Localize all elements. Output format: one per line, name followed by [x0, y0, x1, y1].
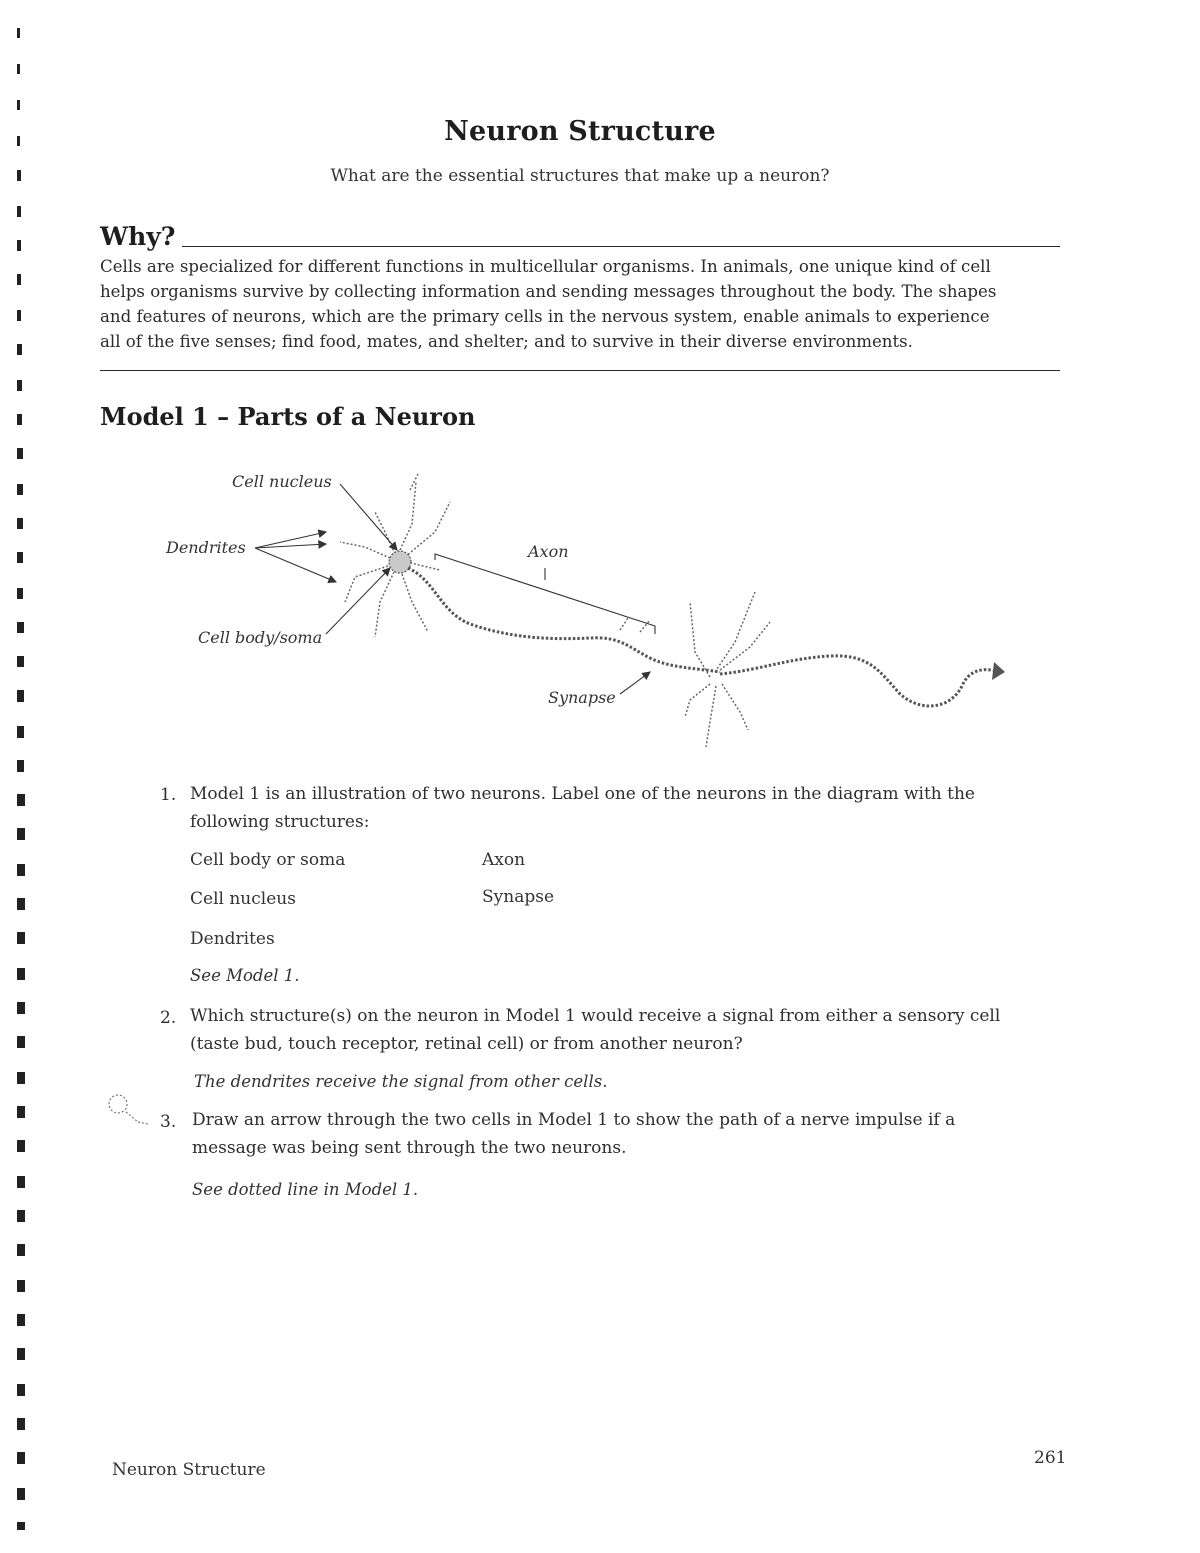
neuron-illustration — [150, 462, 1020, 762]
page-number: 261 — [1034, 1448, 1067, 1468]
question-line: Model 1 is an illustration of two neurons. Label one of the neurons in the diagram with the — [190, 784, 975, 804]
page-title: Neuron Structure — [444, 116, 716, 147]
label-synapse: Synapse — [548, 688, 616, 707]
why-line: Cells are specialized for different functions in multicellular organisms. In animals, one unique kind of cell — [100, 257, 991, 276]
why-line: all of the five senses; find food, mates, and shelter; and to survive in their diverse environments. — [100, 332, 913, 351]
term-cell-body: Cell body or soma — [190, 850, 346, 870]
term-dendrites: Dendrites — [190, 929, 275, 949]
term-axon: Axon — [482, 850, 526, 870]
question-3-text — [192, 1106, 955, 1162]
why-bottom-rule — [100, 370, 1060, 371]
page-subtitle: What are the essential structures that make up a neuron? — [330, 166, 830, 186]
question-line: following structures: — [190, 812, 370, 832]
label-cell-nucleus: Cell nucleus — [232, 472, 332, 491]
term-cell-nucleus: Cell nucleus — [190, 889, 296, 909]
model-heading: Model 1 – Parts of a Neuron — [100, 402, 476, 431]
question-line: message was being sent through the two neurons. — [192, 1138, 627, 1158]
question-1-text — [190, 780, 975, 836]
why-line: helps organisms survive by collecting information and sending messages throughout the body. The shapes — [100, 282, 997, 301]
answer-3: See dotted line in Model 1. — [192, 1180, 419, 1199]
question-3-number: 3. — [160, 1112, 177, 1132]
neuron-diagram — [150, 462, 1020, 762]
answer-2: The dendrites receive the signal from other cells. — [194, 1072, 608, 1091]
footer-title: Neuron Structure — [112, 1460, 266, 1480]
impulse-arrowhead — [992, 662, 1005, 680]
cell-body-soma — [389, 551, 411, 573]
axon-2 — [720, 656, 1000, 706]
term-synapse: Synapse — [482, 887, 555, 907]
label-axon: Axon — [528, 542, 569, 561]
why-heading: Why? — [100, 222, 176, 251]
question-line: Which structure(s) on the neuron in Model 1 would receive a signal from either a sensory cell — [190, 1006, 1001, 1026]
question-2-number: 2. — [160, 1008, 177, 1028]
label-dendrites: Dendrites — [166, 538, 246, 557]
question-2-text — [190, 1002, 1000, 1058]
why-line: and features of neurons, which are the primary cells in the nervous system, enable animals to experience — [100, 307, 990, 326]
why-paragraph — [100, 254, 1060, 354]
question-line: (taste bud, touch receptor, retinal cell) or from another neuron? — [190, 1034, 743, 1054]
question-1-number: 1. — [160, 785, 177, 805]
margin-doodle-icon — [104, 1090, 154, 1130]
label-cell-body: Cell body/soma — [198, 628, 323, 647]
axon-1 — [408, 568, 720, 672]
answer-1: See Model 1. — [190, 966, 300, 985]
scan-edge-marks — [14, 28, 28, 1548]
label-pointers — [255, 484, 655, 694]
why-top-rule — [182, 246, 1060, 247]
question-line: Draw an arrow through the two cells in Model 1 to show the path of a nerve impulse if a — [192, 1110, 956, 1130]
